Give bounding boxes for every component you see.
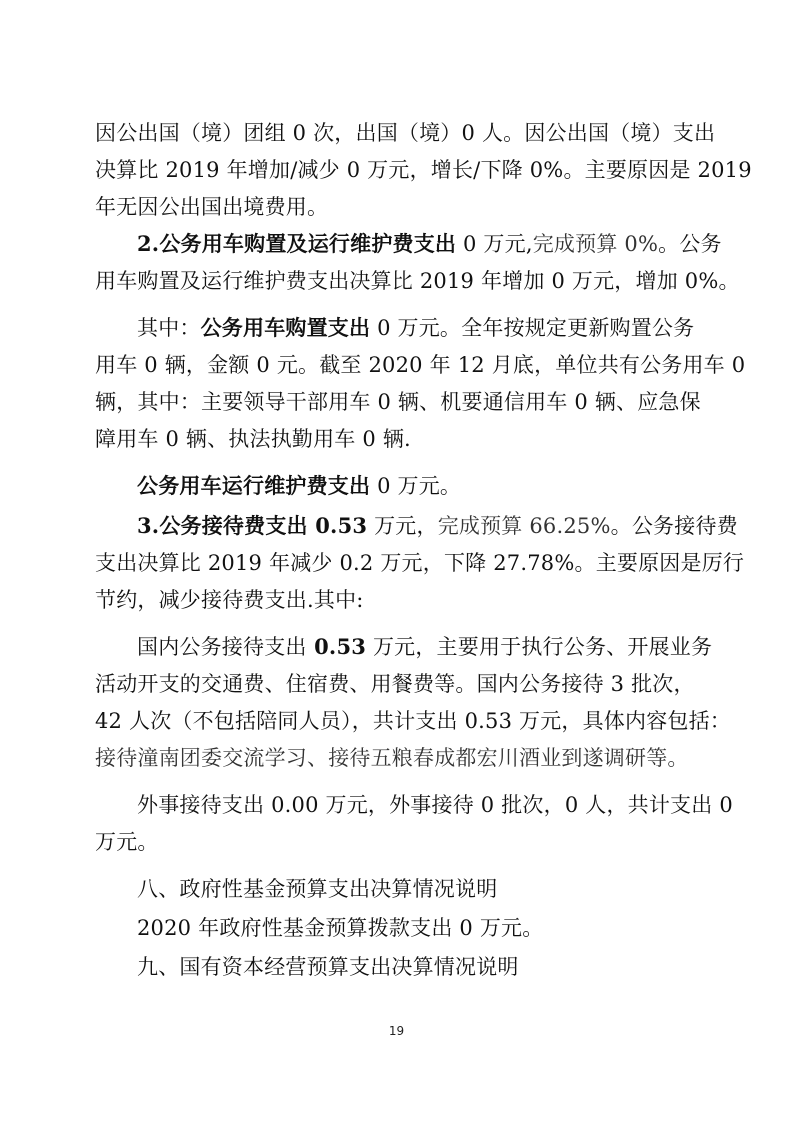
purchase-label: 公务用车购置支出 xyxy=(200,315,371,340)
text-line: 万元。 xyxy=(95,830,159,854)
reception-amount: 0.53 xyxy=(307,513,368,538)
section-heading-9: 九、国有资本经营预算支出决算情况说明 xyxy=(137,955,519,979)
text-line: 42 人次（不包括陪同人员），共计支出 0.53 万元，具体内容包括： xyxy=(95,709,732,733)
maintenance-line xyxy=(137,471,747,501)
vehicle-section-heading: 2.公务用车购置及运行维护费支出 xyxy=(137,231,457,256)
reception-tail: 。公务接待费 xyxy=(610,514,738,538)
domestic-rest: 万元，主要用于执行公务、开展业务 xyxy=(366,635,713,659)
purchase-prefix: 其中： xyxy=(137,316,201,340)
reception-section-heading: 3.公务接待费支出 xyxy=(137,513,308,538)
reception-completion: 完成预算 66.25% xyxy=(437,514,611,538)
vehicle-completion: 完成预算 0% xyxy=(532,232,659,256)
text-line: 因公出国（境）团组 0 次，出国（境）0 人。因公出国（境）支出 xyxy=(95,121,716,145)
text-line: 用车 0 辆，金额 0 元。截至 2020 年 12 月底，单位共有公务用车 0 xyxy=(95,353,746,377)
section-heading-8: 八、政府性基金预算支出决算情况说明 xyxy=(137,877,498,901)
vehicle-amount: 0 万元, xyxy=(456,232,533,256)
text-line: 辆，其中：主要领导干部用车 0 辆、机要通信用车 0 辆、应急保 xyxy=(95,390,701,414)
domestic-line xyxy=(137,632,747,662)
text-line: 障用车 0 辆、执法执勤用车 0 辆. xyxy=(95,427,411,451)
reception-section-heading-line xyxy=(137,511,747,541)
text-line: 决算比 2019 年增加/减少 0 万元，增长/下降 0%。主要原因是 2019 xyxy=(95,158,752,182)
reception-unit: 万元， xyxy=(367,514,438,538)
foreign-line xyxy=(137,790,747,820)
page-number: 19 xyxy=(388,1024,405,1038)
vehicle-tail: 。公务 xyxy=(658,232,722,256)
domestic-amount: 0.53 xyxy=(306,634,367,659)
foreign-label: 外事接待支出 xyxy=(137,793,265,817)
text-line: 年无因公出国出境费用。 xyxy=(95,195,329,219)
purchase-line xyxy=(137,313,747,343)
text-line: 活动开支的交通费、住宿费、用餐费等。国内公务接待 3 批次， xyxy=(95,672,695,696)
text-line: 支出决算比 2019 年减少 0.2 万元，下降 27.78%。主要原因是厉行 xyxy=(95,551,745,575)
text-line: 用车购置及运行维护费支出决算比 2019 年增加 0 万元，增加 0%。 xyxy=(95,269,740,293)
domestic-label: 国内公务接待支出 xyxy=(137,635,307,659)
text-line: 节约，减少接待费支出.其中: xyxy=(95,588,364,612)
text-line: 2020 年政府性基金预算拨款支出 0 万元。 xyxy=(137,916,544,940)
text-line: 接待潼南团委交流学习、接待五粮春成都宏川酒业到遂调研等。 xyxy=(95,746,689,770)
maintenance-label: 公务用车运行维护费支出 xyxy=(137,473,371,498)
vehicle-section-heading-line xyxy=(137,229,747,259)
maintenance-rest: 0 万元。 xyxy=(370,474,462,498)
foreign-rest: 0.00 万元，外事接待 0 批次，0 人，共计支出 0 xyxy=(264,793,733,817)
purchase-rest: 0 万元。全年按规定更新购置公务 xyxy=(370,316,695,340)
